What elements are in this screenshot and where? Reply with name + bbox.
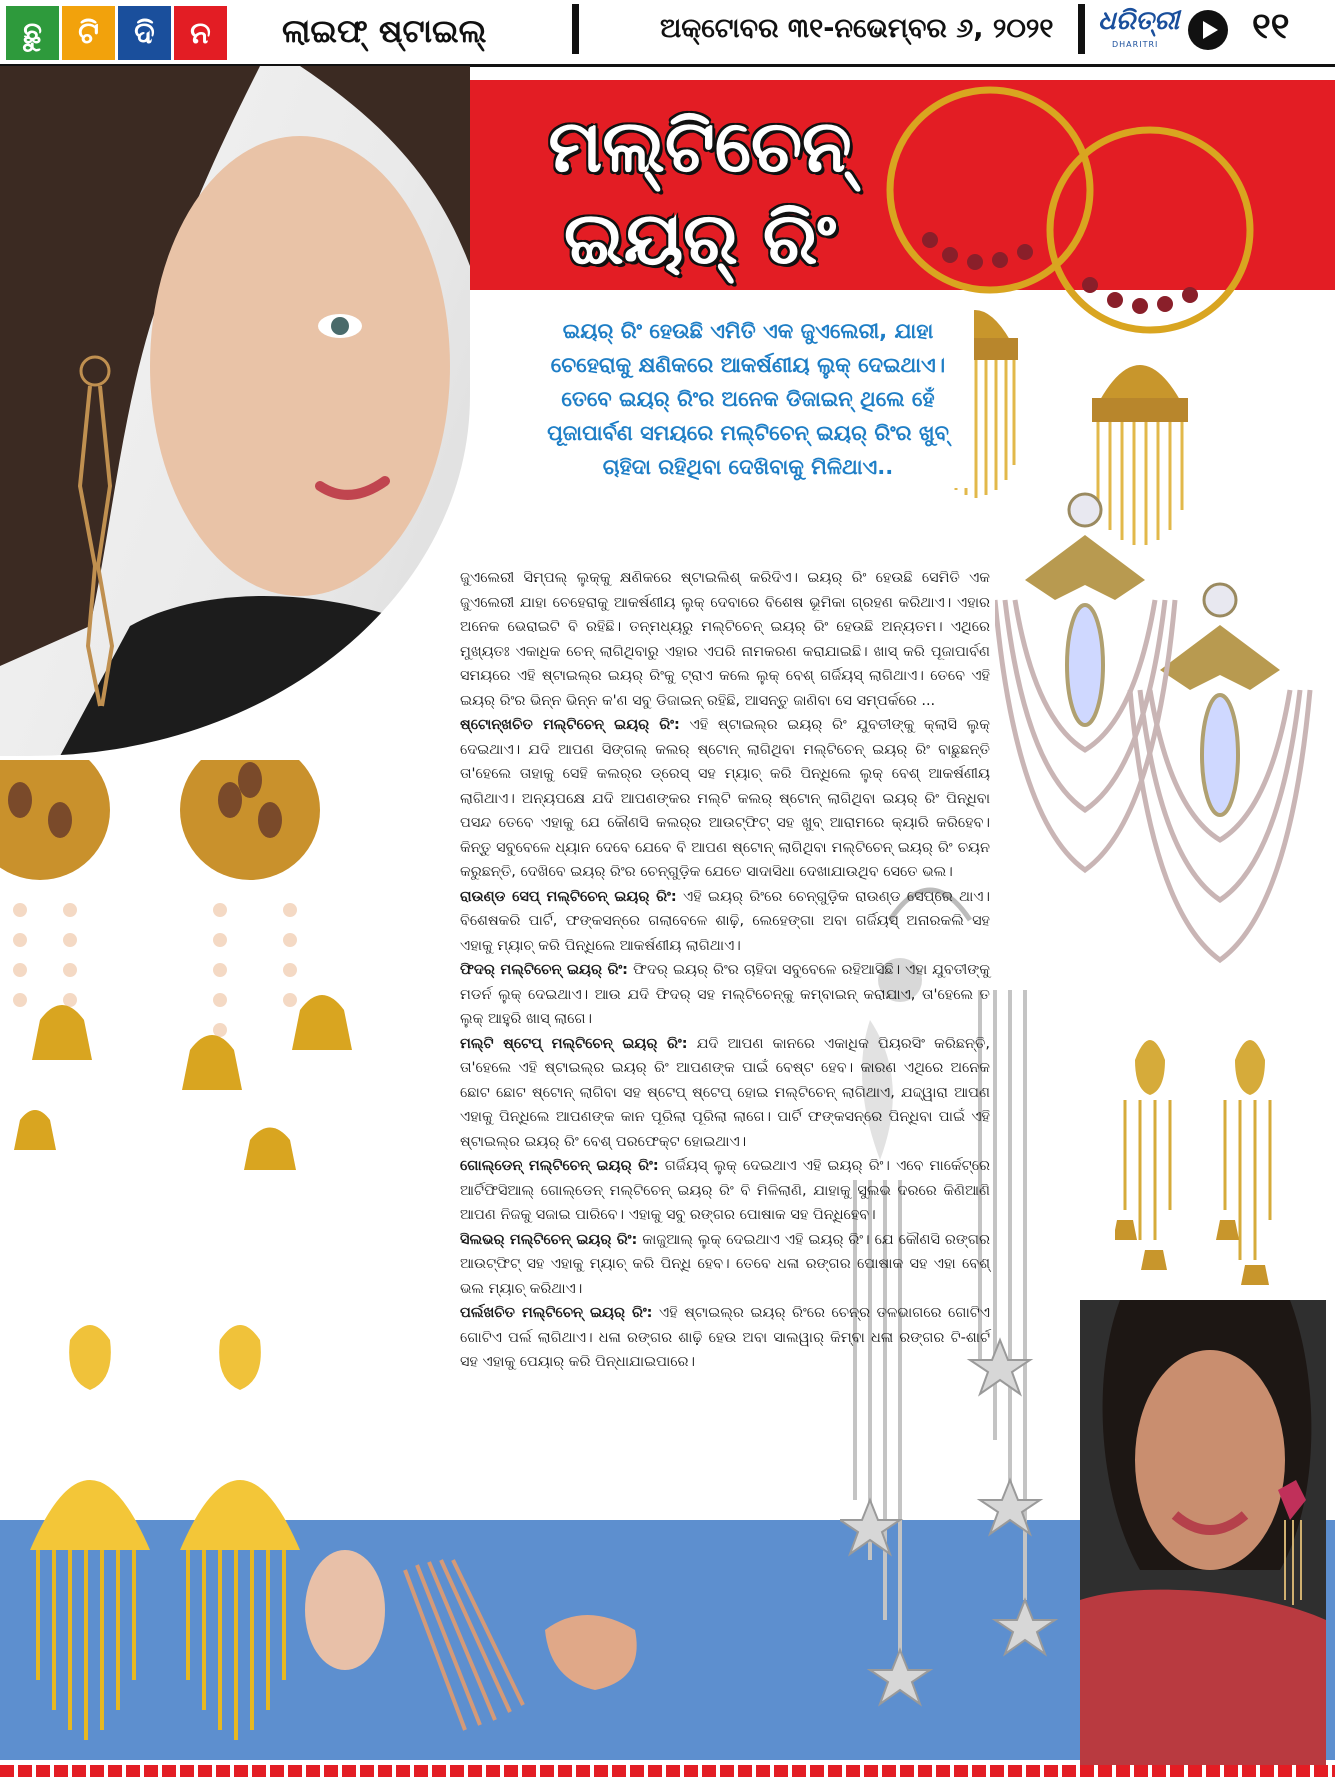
footer-rule — [0, 1765, 1335, 1777]
masthead-logo — [6, 6, 227, 60]
title-line-1: ମଲ୍ଟିଚେନ୍‌ — [548, 104, 852, 188]
paragraph-lead: ସିଲଭର୍‌ ମଲ୍ଟିଚେନ୍‌ ଇୟର୍‌ ରିଂ: — [460, 1231, 638, 1248]
rose-gold-tassel-earrings — [295, 1540, 665, 1740]
body-paragraph-3 — [460, 885, 990, 959]
body-paragraph-5 — [460, 1032, 990, 1155]
paragraph-text: ଜୁଏଲେରୀ ସିମ୍ପଲ୍‌ ଲୁକ୍‌କୁ କ୍ଷଣିକରେ ଷ୍ଟାଇଲିଶ୍‌ କରିଦିଏ। ଇୟର୍‌ ରିଂ ହେଉଛି ସେମିତି ଏକ ଜୁଏଲେରୀ ଯାହା ଚେହେରାକୁ ଆକର୍ଷଣୀୟ ଲୁକ୍‌ ଦେବାରେ ବିଶେଷ ଭୂମିକା ଗ୍ରହଣ କରିଥାଏ। ଏହାର ଅନେକ ଭେରାଇଟି ବି ରହିଛି। ତନ୍ମଧ୍ୟରୁ ମଲ୍ଟିଚେନ୍‌ ଇୟର୍‌ ରିଂ ହେଉଛି ଅନ୍ୟତମ। ଏଥିରେ ମୁଖ୍ୟତଃ ଏକାଧିକ ଚେନ୍‌ ଲାଗିଥିବାରୁ ଏହାର ଏପରି ନାମକରଣ କରାଯାଇଛି। ଖାସ୍‌ କରି ପୂଜାପାର୍ବଣ ସମୟରେ ଏହି ଷ୍ଟାଇଲ୍‌ର ଇୟର୍‌ ରିଂକୁ ଟ୍ରାଏ କଲେ ଲୁକ୍‌ ବେଶ୍‌ ଗର୍ଜିୟସ୍‌ ଲାଗିଥାଏ। ତେବେ ଏହି ଇୟର୍‌ ରିଂର ଭିନ୍ନ ଭିନ୍ନ କ'ଣ ସବୁ ଡିଜାଇନ୍‌ ରହିଛି, ଆସନ୍ତୁ ଜାଣିବା ସେ ସମ୍ପର୍କରେ ... — [460, 570, 990, 709]
paragraph-text: ଫିଦର୍‌ ଇୟର୍‌ ରିଂର ଚାହିଦା ସବୁବେଳେ ରହିଆସିଛି। ଏହା ଯୁବତୀଙ୍କୁ ମଡର୍ନ ଲୁକ୍‌ ଦେଇଥାଏ। ଆଉ ଯଦି ଫିଦର୍‌ ସହ ମଲ୍ଟିଚେନ୍‌କୁ କମ୍ବାଇନ୍‌ କରାଯାଏ, ତା'ହେଲେ ତ ଲୁକ୍‌ ଆହୁରି ଖାସ୍‌ ଲାଗେ। — [460, 962, 991, 1027]
paragraph-text: କାଜୁଆଲ୍‌ ଲୁକ୍‌ ଦେଇଥାଏ ଏହି ଇୟର୍‌ ରିଂ। ଯେ କୌଣସି ରଙ୍ଗର ଆଉଟ୍‌ଫିଟ୍‌ ସହ ଏହାକୁ ମ୍ୟାଚ୍‌ କରି ପିନ୍ଧି ହେବ। ତେବେ ଧଳା ରଙ୍ଗର ପୋଷାକ ସହ ଏହା ବେଶ୍‌ ଭଲ ମ୍ୟାଚ୍‌ କରିଥାଏ। — [460, 1231, 990, 1297]
article-body — [460, 566, 990, 1375]
play-icon — [1188, 10, 1228, 50]
paragraph-lead: ମଲ୍ଟି ଷ୍ଟେପ୍‌ ମଲ୍ଟିଚେନ୍‌ ଇୟର୍‌ ରିଂ: — [460, 1035, 688, 1052]
gold-chandelier-earrings — [20, 1320, 320, 1750]
brand-logo: ଧରିତ୍ରୀ — [1098, 6, 1180, 36]
paragraph-text: ଏହି ଷ୍ଟାଇଲ୍‌ର ଇୟର୍‌ ରିଂରେ ଚେନ୍‌ର ତଳଭାଗରେ ଗୋଟିଏ ଗୋଟିଏ ପର୍ଲ ଲାଗିଥାଏ। ଧଳା ରଙ୍ଗର ଶାଢ଼ି ହେଉ ଅବା ସାଲୱାର୍‌ କିମ୍ବା ଧଳା ରଙ୍ଗର ଟି-ଶାର୍ଟ ସହ ଏହାକୁ ପେୟାର୍‌ କରି ପିନ୍ଧାଯାଇପାରେ। — [460, 1305, 990, 1370]
section-name: ଲାଇଫ୍‌ ଷ୍ଟାଇଲ୍‌ — [282, 12, 487, 50]
article-title — [500, 100, 900, 284]
masthead-letter-3: ଦି — [118, 6, 171, 60]
photo-model-smiling — [1080, 1300, 1326, 1765]
body-paragraph-1 — [460, 566, 990, 713]
photo-woman-earring — [0, 66, 470, 756]
article-intro: ଇୟର୍‌ ରିଂ ହେଉଛି ଏମିତି ଏକ ଜୁଏଲେରୀ, ଯାହା ଚେହେରାକୁ କ୍ଷଣିକରେ ଆକର୍ଷଣୀୟ ଲୁକ୍‌ ଦେଇଥାଏ। ତେବେ ଇୟର୍‌ ରିଂର ଅନେକ ଡିଜାଇନ୍‌ ଥିଲେ ହେଁ ପୂଜାପାର୍ବଣ ସମୟରେ ମଲ୍ଟିଚେନ୍‌ ଇୟର୍‌ ରିଂର ଖୁବ୍‌ ଚାହିଦା ରହିଥିବା ଦେଖିବାକୁ ମିଳିଥାଏ.. — [522, 310, 974, 488]
page-number: ୧୧ — [1252, 6, 1290, 47]
gold-pearl-jhumka-earrings — [0, 760, 360, 1280]
header-divider — [572, 4, 579, 54]
masthead-letter-1: ଛୁ — [6, 6, 59, 60]
body-paragraph-6 — [460, 1154, 990, 1228]
body-paragraph-2 — [460, 713, 990, 885]
body-paragraph-8 — [460, 1301, 990, 1375]
issue-date: ଅକ୍ଟୋବର ୩୧-ନଭେମ୍ବର ୬, ୨୦୨୧ — [660, 13, 1054, 44]
gold-tassel-jhumka-earrings — [1115, 1020, 1335, 1290]
masthead-letter-4: ନ — [174, 6, 227, 60]
paragraph-text: ଯଦି ଆପଣ କାନରେ ଏକାଧିକ ପିୟରସିଂ କରିଛନ୍ତି, ତା'ହେଲେ ଏହି ଷ୍ଟାଇଲ୍‌ର ଇୟର୍‌ ରିଂ ଆପଣଙ୍କ ପାଇଁ ବେଷ୍ଟ ହେବ। କାରଣ ଏଥିରେ ଅନେକ ଛୋଟ ଛୋଟ ଷ୍ଟୋନ୍‌ ଲାଗିବା ସହ ଷ୍ଟେପ୍‌ ଷ୍ଟେପ୍‌ ହୋଇ ମଲ୍ଟିଚେନ୍‌ ଲାଗିଥାଏ, ଯଦ୍ଦ୍ୱାରା ଆପଣ ଏହାକୁ ପିନ୍ଧିଲେ ଆପଣଙ୍କ କାନ ପୂରିଲା ପୂରିଲା ଲାଗେ। ପାର୍ଟି ଫଙ୍କସନ୍‌ରେ ପିନ୍ଧିବା ପାଇଁ ଏହି ଷ୍ଟାଇଲ୍‌ର ଇୟର୍‌ ରିଂ ବେଶ୍‌ ପରଫେକ୍ଟ ହୋଇଥାଏ। — [460, 1035, 990, 1150]
model-illustration — [1080, 1300, 1326, 1765]
paragraph-lead: ଗୋଲ୍ଡେନ୍‌ ମଲ୍ଟିଚେନ୍‌ ଇୟର୍‌ ରିଂ: — [460, 1158, 659, 1174]
body-paragraph-4 — [460, 958, 990, 1032]
paragraph-lead: ଫିଦର୍‌ ମଲ୍ଟିଚେନ୍‌ ଇୟର୍‌ ରିଂ: — [460, 962, 628, 978]
paragraph-text: ଏହି ଷ୍ଟାଇଲ୍‌ର ଇୟର୍‌ ରିଂ ଯୁବତୀଙ୍କୁ କ୍ଲାସି ଲୁକ୍‌ ଦେଇଥାଏ। ଯଦି ଆପଣ ସିଙ୍ଗଲ୍‌ କଲର୍‌ ଷ୍ଟୋନ୍‌ ଲାଗିଥିବା ମଲ୍ଟିଚେନ୍‌ ଇୟର୍‌ ରିଂ ବାଛୁଛନ୍ତି ତା'ହେଲେ ତାହାକୁ ସେହି କଲର୍‌ର ଡ୍ରେସ୍‌ ସହ ମ୍ୟାଚ୍‌ କରି ପିନ୍ଧିଲେ ଲୁକ୍‌ ବେଶ୍‌ ଆକର୍ଷଣୀୟ ଲାଗିଥାଏ। ଅନ୍ୟପକ୍ଷେ ଯଦି ଆପଣଙ୍କର ମଲ୍ଟି କଲର୍‌ ଷ୍ଟୋନ୍‌ ଲାଗିଥିବା ଇୟର୍‌ ରିଂ ପିନ୍ଧିବା ପସନ୍ଦ ତେବେ ଏହାକୁ ଯେ କୌଣସି କଲର୍‌ର ଆଉଟ୍‌ଫିଟ୍‌ ସହ ଖୁବ୍‌ ଆରାମରେ କ୍ୟାରି କରିହେବ। କିନ୍ତୁ ସବୁବେଳେ ଧ୍ୟାନ ଦେବେ ଯେବେ ବି ଆପଣ ଷ୍ଟୋନ୍‌ ଲାଗିଥିବା ମଲ୍ଟିଚେନ୍‌ ଇୟର୍‌ ରିଂ ଚୟନ କରୁଛନ୍ତି, ଦେଖିବେ ଇୟର୍‌ ରିଂର ଚେନ୍‌ଗୁଡ଼ିକ ଯେତେ ସାଦାସିଧା ଦେଖାଯାଉଥିବ ସେତେ ଭଲ। — [460, 717, 991, 880]
paragraph-lead: ପର୍ଲଖଚିତ ମଲ୍ଟିଚେନ୍‌ ଇୟର୍‌ ରିଂ: — [460, 1305, 653, 1321]
woman-illustration — [0, 66, 470, 756]
masthead-letter-2: ଟି — [62, 6, 115, 60]
brand-logo-subtitle: DHARITRI — [1112, 40, 1159, 49]
title-line-2: ଇୟର୍‌ ରିଂ — [563, 196, 837, 280]
paragraph-lead: ରାଉଣ୍ଡ ସେପ୍‌ ମଲ୍ଟିଚେନ୍‌ ଇୟର୍‌ ରିଂ: — [460, 888, 677, 905]
paragraph-text: ଏହି ଇୟର୍‌ ରିଂରେ ଚେନ୍‌ଗୁଡ଼ିକ ରାଉଣ୍ଡ ସେପ୍‌ରେ ଥାଏ। ବିଶେଷକରି ପାର୍ଟି, ଫଙ୍କସନ୍‌ରେ ଗଲାବେଳେ ଶାଢ଼ି, ଲେହେଙ୍ଗା ଅବା ଗର୍ଜିୟସ୍‌ ଅନାରକଲି ସହ ଏହାକୁ ମ୍ୟାଚ୍‌ କରି ପିନ୍ଧିଲେ ଆକର୍ଷଣୀୟ ଲାଗିଥାଏ। — [460, 888, 990, 954]
paragraph-lead: ଷ୍ଟୋନ୍‌ଖଚିତ ମଲ୍ଟିଚେନ୍‌ ଇୟର୍‌ ରିଂ: — [460, 717, 680, 733]
paragraph-text: ଗର୍ଜିୟସ୍‌ ଲୁକ୍‌ ଦେଇଥାଏ ଏହି ଇୟର୍‌ ରିଂ। ଏବେ ମାର୍କେଟ୍‌ରେ ଆର୍ଟିଫିସିଆଲ୍‌ ଗୋଲ୍ଡେନ୍‌ ମଲ୍ଟିଚେନ୍‌ ଇୟର୍‌ ରିଂ ବି ମିଳିଲାଣି, ଯାହାକୁ ସୁଲଭ ଦରରେ କିଣିଆଣି ଆପଣ ନିଜକୁ ସଜାଇ ପାରିବେ। ଏହାକୁ ସବୁ ରଙ୍ଗର ପୋଷାକ ସହ ପିନ୍ଧିହେବ। — [460, 1158, 990, 1223]
body-paragraph-7 — [460, 1228, 990, 1302]
page-header — [0, 0, 1335, 66]
header-divider — [1078, 4, 1085, 54]
